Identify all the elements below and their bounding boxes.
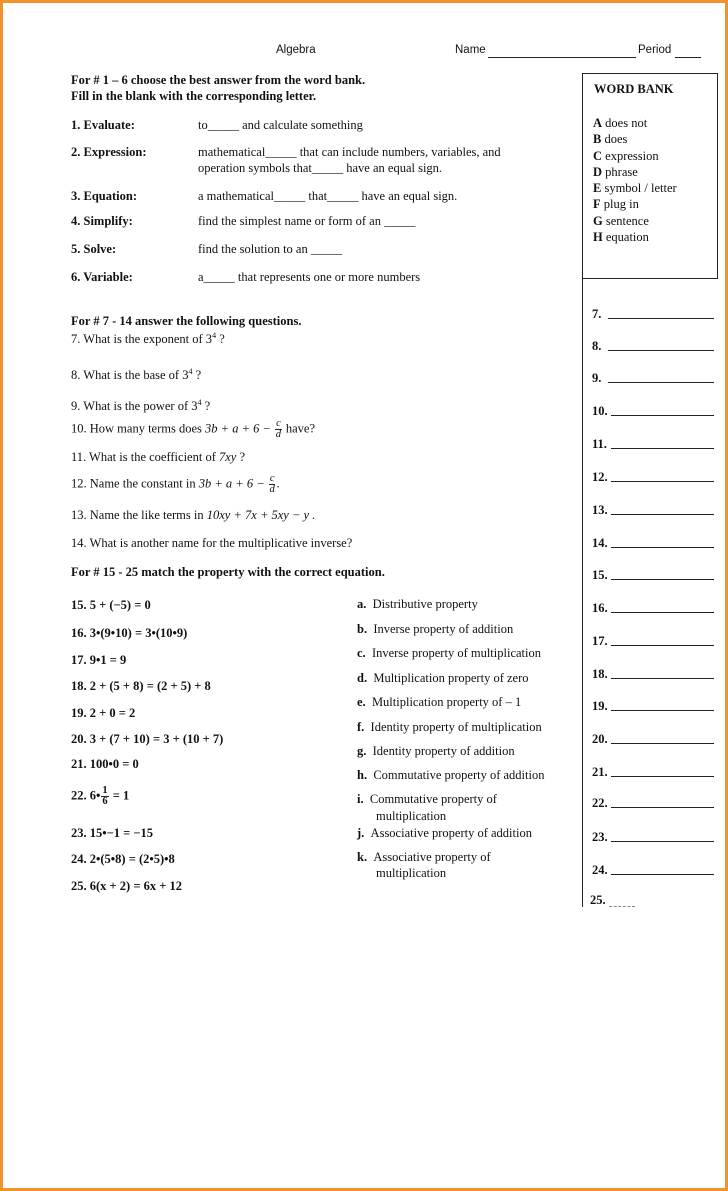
answer-number-18: 18.	[592, 667, 608, 681]
answer-number-21: 21.	[592, 765, 608, 779]
answer-line-17[interactable]	[611, 645, 714, 646]
property-k-line2: multiplication	[376, 866, 447, 880]
answer-line-12[interactable]	[611, 481, 714, 482]
question-11: 11. What is the coefficient of 7xy ?	[71, 450, 246, 464]
question-13: 13. Name the like terms in 10xy + 7x + 5xy − y .	[71, 508, 316, 522]
equation-21: 21. 100•0 = 0	[71, 757, 139, 771]
equation-25: 25. 6(x + 2) = 6x + 12	[71, 879, 182, 893]
term-evaluate: 1. Evaluate:	[71, 118, 135, 132]
property-i: i. Commutative property of	[357, 792, 497, 806]
answer-number-11: 11.	[592, 437, 607, 451]
answer-number-24: 24.	[592, 863, 608, 877]
word-bank-entry: B does	[593, 132, 628, 147]
equation-17: 17. 9•1 = 9	[71, 653, 127, 667]
fraction-one-sixth: $\frac{1}{6}$	[102, 785, 108, 807]
term-solve: 5. Solve:	[71, 242, 117, 256]
definition-evaluate: to_____ and calculate something	[198, 118, 363, 132]
question-9: 9. What is the power of $3^4$ ?	[71, 398, 211, 414]
definition-expression: mathematical_____ that can include numbers, variables, and	[198, 145, 501, 159]
section1-instructions-line2: Fill in the blank with the corresponding letter.	[71, 89, 317, 103]
definition-equation: a mathematical_____ that_____ have an equal sign.	[198, 189, 458, 203]
term-expression: 2. Expression:	[71, 145, 147, 159]
property-g: g. Identity property of addition	[357, 744, 515, 758]
answer-line-11[interactable]	[611, 448, 714, 449]
property-k: k. Associative property of	[357, 850, 491, 864]
term-equation: 3. Equation:	[71, 189, 137, 203]
equation-18: 18. 2 + (5 + 8) = (2 + 5) + 8	[71, 679, 211, 693]
answer-number-13: 13.	[592, 503, 608, 517]
word-bank-entry: F plug in	[593, 197, 639, 212]
answer-number-20: 20.	[592, 732, 608, 746]
answer-line-14[interactable]	[611, 547, 714, 548]
answer-line-24[interactable]	[611, 874, 714, 875]
answer-number-19: 19.	[592, 699, 608, 713]
answer-line-16[interactable]	[611, 612, 714, 613]
equation-15: 15. 5 + (−5) = 0	[71, 598, 151, 612]
answer-number-8: 8.	[592, 339, 602, 353]
property-c: c. Inverse property of multiplication	[357, 646, 541, 660]
word-bank-entry: H equation	[593, 230, 649, 245]
period-field-line[interactable]	[675, 57, 701, 58]
answer-number-17: 17.	[592, 634, 608, 648]
answer-column-divider	[582, 277, 583, 907]
definition-solve: find the solution to an _____	[198, 242, 343, 256]
fraction-c-over-d: $\frac{c}{d}$	[275, 418, 282, 440]
answer-number-23: 23.	[592, 830, 608, 844]
question-7: 7. What is the exponent of $3^4$ ?	[71, 331, 225, 347]
question-10: 10. How many terms does 3b + a + 6 − $\frac{c}{d}$ have?	[71, 418, 316, 440]
word-bank-list	[593, 115, 677, 245]
answer-number-15: 15.	[592, 568, 608, 582]
equation-20: 20. 3 + (7 + 10) = 3 + (10 + 7)	[71, 732, 224, 746]
answer-line-13[interactable]	[611, 514, 714, 515]
definition-variable: a_____ that represents one or more numbers	[198, 270, 421, 284]
word-bank-entry: A does not	[593, 116, 648, 130]
word-bank-entry: D phrase	[593, 164, 638, 179]
section3-instructions: For # 15 - 25 match the property with the correct equation.	[71, 565, 385, 579]
equation-24: 24. 2•(5•8) = (2•5)•8	[71, 852, 175, 866]
fraction-c-over-d: $\frac{c}{d}$	[269, 473, 275, 495]
property-e: e. Multiplication property of – 1	[357, 695, 522, 709]
definition-expression-line2: operation symbols that_____ have an equal sign.	[198, 161, 443, 175]
answer-line-18[interactable]	[611, 678, 714, 679]
worksheet-title: Algebra	[276, 44, 316, 56]
property-b: b. Inverse property of addition	[357, 622, 514, 636]
property-d: d. Multiplication property of zero	[357, 671, 529, 685]
equation-16: 16. 3•(9•10) = 3•(10•9)	[71, 626, 188, 640]
name-label: Name	[455, 44, 486, 56]
definition-simplify: find the simplest name or form of an _____	[198, 214, 416, 228]
answer-line-9[interactable]	[608, 382, 714, 383]
equation-23: 23. 15•−1 = −15	[71, 826, 153, 840]
answer-number-12: 12.	[592, 470, 608, 484]
answer-number-16: 16.	[592, 601, 608, 615]
word-bank-entry: G sentence	[593, 213, 649, 228]
answer-number-7: 7.	[592, 307, 602, 321]
period-label: Period	[638, 44, 672, 56]
word-bank-entry: C expression	[593, 148, 659, 163]
term-simplify: 4. Simplify:	[71, 214, 133, 228]
answer-line-19[interactable]	[611, 710, 714, 711]
section2-instructions: For # 7 - 14 answer the following questions.	[71, 314, 302, 328]
answer-line-25[interactable]	[609, 906, 635, 907]
equation-22: 22. 6• $\frac{1}{6}$ = 1	[71, 785, 130, 807]
term-variable: 6. Variable:	[71, 270, 133, 284]
answer-number-25: 25.	[590, 893, 606, 907]
answer-line-20[interactable]	[611, 743, 714, 744]
property-i-line2: multiplication	[376, 809, 447, 823]
question-8: 8. What is the base of $3^4$ ?	[71, 367, 202, 383]
property-j: j. Associative property of addition	[357, 826, 532, 840]
word-bank-title: WORD BANK	[594, 82, 674, 96]
property-f: f. Identity property of multiplication	[357, 720, 542, 734]
question-12: 12. Name the constant in 3b + a + 6 − $\frac{c}{d}$ .	[71, 473, 280, 495]
answer-line-21[interactable]	[611, 776, 714, 777]
word-bank-entry: E symbol / letter	[593, 181, 677, 196]
answer-line-10[interactable]	[611, 415, 714, 416]
name-field-line[interactable]	[488, 57, 636, 58]
answer-number-22: 22.	[592, 796, 608, 810]
answer-line-7[interactable]	[608, 318, 714, 319]
answer-line-8[interactable]	[608, 350, 714, 351]
equation-19: 19. 2 + 0 = 2	[71, 706, 136, 720]
property-a: a. Distributive property	[357, 597, 478, 611]
answer-number-14: 14.	[592, 536, 608, 550]
property-h: h. Commutative property of addition	[357, 768, 545, 782]
answer-number-9: 9.	[592, 371, 602, 385]
section1-instructions-line1: For # 1 – 6 choose the best answer from the word bank.	[71, 73, 366, 87]
answer-line-15[interactable]	[611, 579, 714, 580]
answer-line-23[interactable]	[611, 841, 714, 842]
question-14: 14. What is another name for the multiplicative inverse?	[71, 536, 353, 550]
answer-number-10: 10.	[592, 404, 608, 418]
answer-line-22[interactable]	[611, 807, 714, 808]
